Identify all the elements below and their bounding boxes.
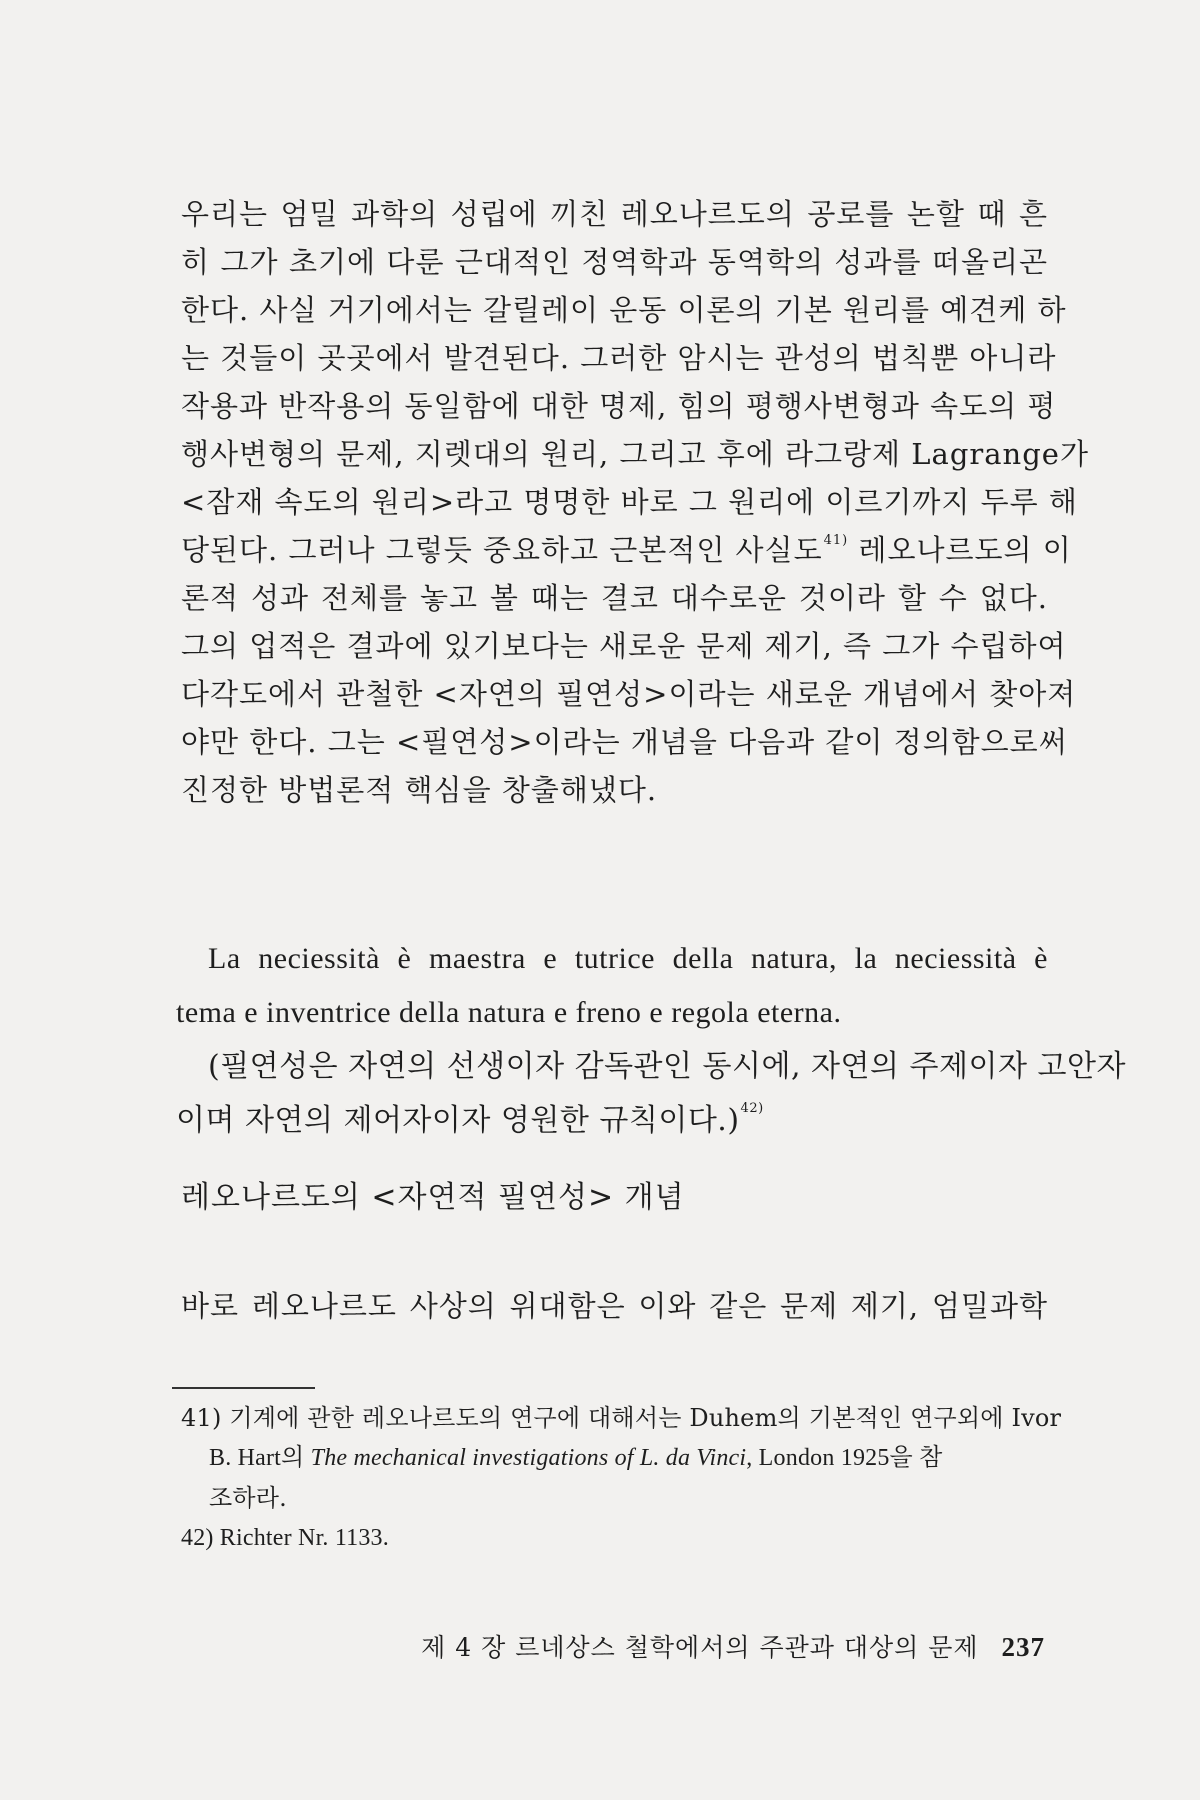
section-heading: 레오나르도의 <자연적 필연성> 개념 — [181, 1180, 685, 1215]
quote-translation-line: (필연성은 자연의 선생이자 감독관인 동시에, 자연의 주제이자 고안자 — [208, 1049, 1126, 1084]
book-title: The mechanical investigations of L. da Vinci — [310, 1445, 747, 1471]
footnote-42 — [181, 1518, 1048, 1558]
text-line: 다각도에서 관철한 <자연의 필연성>이라는 새로운 개념에서 찾아져 — [181, 677, 1077, 711]
text-line: 진정한 방법론적 핵심을 창출해냈다. — [181, 773, 658, 807]
page-number: 237 — [1001, 1632, 1045, 1662]
body-paragraph-1 — [181, 190, 1089, 814]
block-quote — [176, 932, 1126, 1148]
text-line: 히 그가 초기에 다룬 근대적인 정역학과 동역학의 성과를 떠올리곤 — [181, 245, 1048, 279]
running-footer — [421, 1628, 1045, 1664]
text-line: 행사변형의 문제, 지렛대의 원리, 그리고 후에 라그랑제 Lagrange가 — [181, 437, 1089, 471]
text-line: 그의 업적은 결과에 있기보다는 새로운 문제 제기, 즉 그가 수립하여 — [181, 629, 1067, 663]
text-segment: 당된다. 그러나 그렇듯 중요하고 근본적인 사실도 — [181, 533, 823, 567]
text-line: 바로 레오나르도 사상의 위대함은 이와 같은 문제 제기, 엄밀과학 — [181, 1289, 1048, 1323]
quote-latin-line: tema e inventrice della natura e freno e regola eterna. — [176, 996, 842, 1029]
quote-translation-line — [176, 1094, 1048, 1148]
text-line: 한다. 사실 거기에서는 갈릴레이 운동 이론의 기본 원리를 예견케 하 — [181, 293, 1067, 327]
body-paragraph-2 — [181, 1282, 1048, 1330]
footnote-number: 41) — [181, 1404, 222, 1432]
text-segment: 이며 자연의 제어자이자 영원한 규칙이다.) — [176, 1103, 740, 1138]
footnote-divider — [172, 1387, 315, 1389]
chapter-title: 제 4 장 르네상스 철학에서의 주관과 대상의 문제 — [421, 1633, 979, 1662]
text-segment: 레오나르도의 이 — [848, 533, 1072, 567]
text-line: 론적 성과 전체를 놓고 볼 때는 결코 대수로운 것이라 할 수 없다. — [181, 581, 1048, 615]
quote-latin-line: La neciessità è maestra e tutrice della natura, la neciessità è — [208, 942, 1048, 975]
footnote-number: 42) — [181, 1525, 214, 1551]
text-line: 우리는 엄밀 과학의 성립에 끼친 레오나르도의 공로를 논할 때 흔 — [181, 197, 1048, 231]
footnotes — [181, 1398, 1062, 1558]
footnote-41 — [181, 1398, 1062, 1438]
text-line: 작용과 반작용의 동일함에 대한 명제, 힘의 평행사변형과 속도의 평 — [181, 389, 1057, 423]
footnote-text: B. Hart의 — [209, 1445, 311, 1471]
text-line: 야만 한다. 그는 <필연성>이라는 개념을 다음과 같이 정의함으로써 — [181, 725, 1068, 759]
footnote-ref-42: 42) — [740, 1101, 764, 1116]
footnote-text: , London 1925을 참 — [746, 1445, 943, 1471]
text-line: 는 것들이 곳곳에서 발견된다. 그러한 암시는 관성의 법칙뿐 아니라 — [181, 341, 1057, 375]
footnote-text: Richter Nr. 1133. — [219, 1525, 389, 1551]
text-line: <잠재 속도의 원리>라고 명명한 바로 그 원리에 이르기까지 두루 해 — [181, 485, 1078, 519]
footnote-41-cont: 조하라. — [209, 1484, 287, 1512]
text-line-with-footnote — [181, 526, 1072, 574]
footnote-text: 기계에 관한 레오나르도의 연구에 대해서는 Duhem의 기본적인 연구외에 Ivor — [229, 1404, 1062, 1432]
footnote-41-cont — [181, 1438, 1048, 1478]
footnote-ref-41: 41) — [823, 533, 849, 548]
